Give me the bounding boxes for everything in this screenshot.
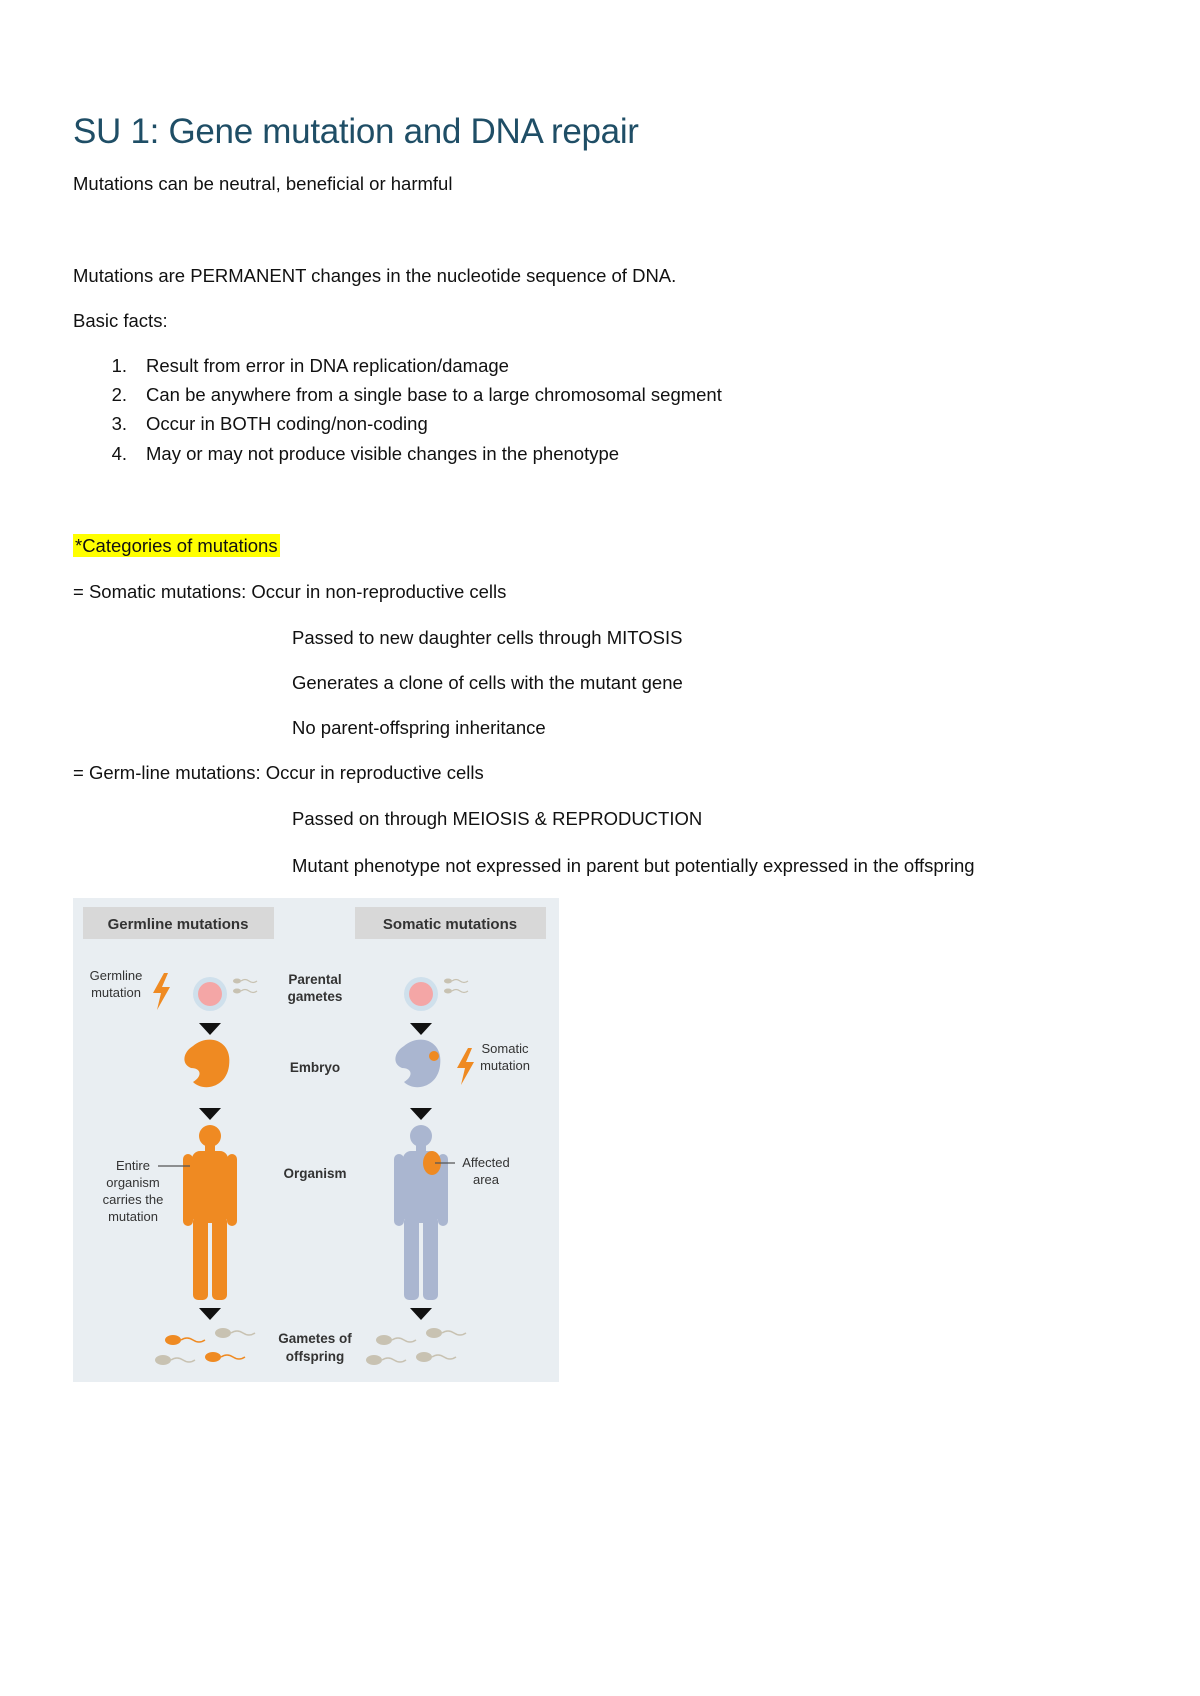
offspring-gametes-icon [366, 1328, 466, 1365]
categories-heading [73, 535, 280, 557]
gametes-offspring-label-1: Gametes of [278, 1331, 352, 1346]
germline-heading: = Germ-line mutations: Occur in reproductive cells [73, 762, 484, 783]
gametes-offspring-label-2: offspring [285, 1349, 345, 1364]
somatic-mutation-label-2: mutation [480, 1058, 530, 1073]
somatic-point: Generates a clone of cells with the mutant gene [292, 672, 683, 693]
organism-label: Organism [283, 1166, 347, 1181]
list-number: 2. [111, 384, 127, 405]
entire-organism-label-3: carries the [102, 1192, 164, 1207]
entire-organism-label-2: organism [106, 1175, 160, 1190]
sperm-icon [444, 979, 468, 994]
germline-mutation-label-1: Germline [89, 968, 143, 983]
list-text: Result from error in DNA replication/damage [146, 355, 509, 376]
highlighted-text: *Categories of mutations [75, 535, 278, 556]
organism-icon [394, 1125, 448, 1300]
list-number: 1. [111, 355, 127, 376]
list-number: 4. [111, 443, 127, 464]
list-text: Can be anywhere from a single base to a large chromosomal segment [146, 384, 722, 405]
offspring-gametes-icon [155, 1328, 255, 1365]
down-arrow-icon [199, 1023, 221, 1035]
basic-facts-heading: Basic facts: [73, 310, 168, 331]
egg-nucleus-icon [409, 982, 433, 1006]
list-text: May or may not produce visible changes in the phenotype [146, 443, 620, 464]
embryo-icon [395, 1040, 440, 1088]
germline-mutation-label-2: mutation [91, 985, 141, 1000]
list-text: Occur in BOTH coding/non-coding [146, 413, 428, 434]
germline-point: Passed on through MEIOSIS & REPRODUCTION [292, 808, 703, 829]
lightning-icon [153, 973, 170, 1010]
intro-text: Mutations can be neutral, beneficial or harmful [73, 173, 453, 194]
lightning-icon [457, 1048, 474, 1085]
entire-organism-label-4: mutation [108, 1209, 158, 1224]
somatic-header: Somatic mutations [382, 916, 518, 933]
down-arrow-icon [410, 1023, 432, 1035]
parental-gametes-label-2: gametes [287, 989, 343, 1004]
somatic-heading: = Somatic mutations: Occur in non-reproductive cells [73, 581, 507, 602]
somatic-mutation-label-1: Somatic [481, 1041, 529, 1056]
down-arrow-icon [410, 1308, 432, 1320]
definition-text: Mutations are PERMANENT changes in the nucleotide sequence of DNA. [73, 265, 677, 286]
page-title: SU 1: Gene mutation and DNA repair [73, 112, 639, 151]
parental-gametes-label-1: Parental [288, 972, 342, 987]
affected-area-label-1: Affected [462, 1155, 510, 1170]
egg-nucleus-icon [198, 982, 222, 1006]
embryo-label: Embryo [289, 1060, 341, 1075]
mutation-spot-icon [429, 1051, 439, 1061]
down-arrow-icon [199, 1308, 221, 1320]
affected-area-label-2: area [472, 1172, 500, 1187]
entire-organism-label-1: Entire [116, 1158, 150, 1173]
sperm-icon [233, 979, 257, 994]
somatic-point: Passed to new daughter cells through MITOSIS [292, 627, 683, 648]
germline-header: Germline mutations [107, 916, 249, 933]
mutation-diagram [73, 898, 559, 1382]
organism-icon [183, 1125, 237, 1300]
down-arrow-icon [199, 1108, 221, 1120]
somatic-point: No parent-offspring inheritance [292, 717, 546, 738]
list-number: 3. [111, 413, 127, 434]
embryo-icon [184, 1040, 229, 1088]
down-arrow-icon [410, 1108, 432, 1120]
germline-point: Mutant phenotype not expressed in parent but potentially expressed in the offspring [292, 855, 975, 876]
